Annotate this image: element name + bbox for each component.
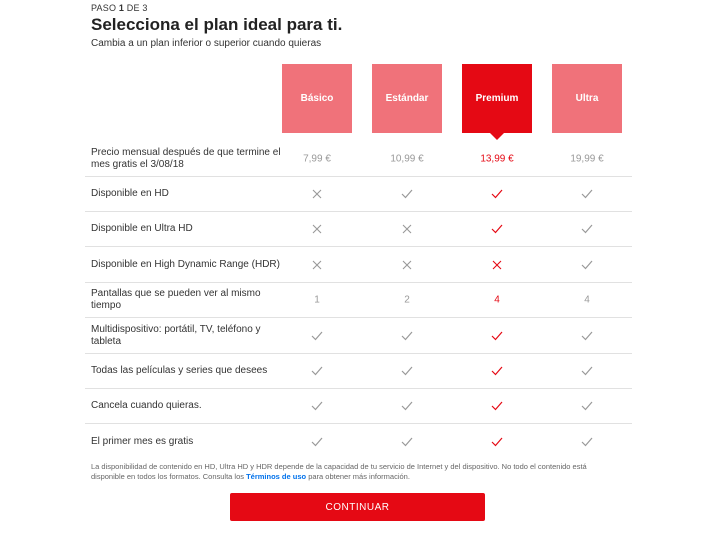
cross-icon bbox=[287, 260, 347, 270]
plan-tab-premium[interactable] bbox=[462, 64, 532, 133]
feature-label: Disponible en HD bbox=[91, 188, 169, 199]
check-icon bbox=[467, 189, 527, 199]
table-row bbox=[85, 212, 632, 247]
table-row bbox=[85, 389, 632, 424]
check-icon bbox=[467, 437, 527, 447]
check-icon bbox=[467, 366, 527, 376]
disclaimer-text: La disponibilidad de contenido en HD, Ultra HD y HDR depende de la capacidad de tu servicio de Internet y del dispositivo. No todo el contenido está disponible en todos los formatos. Consulta los bbox=[91, 462, 587, 481]
feature-label: Cancela cuando quieras. bbox=[91, 400, 202, 411]
feature-value: 1 bbox=[314, 294, 320, 306]
feature-value: 10,99 € bbox=[390, 153, 424, 164]
page-title: Selecciona el plan ideal para ti. bbox=[91, 15, 343, 34]
plan-tab-ultra[interactable] bbox=[552, 64, 622, 133]
table-row bbox=[85, 247, 632, 283]
step-suffix: DE 3 bbox=[124, 3, 148, 13]
check-icon bbox=[287, 437, 347, 447]
check-icon bbox=[467, 331, 527, 341]
check-icon bbox=[287, 331, 347, 341]
feature-label: Multidispositivo: portátil, TV, teléfono y tableta bbox=[91, 323, 261, 347]
check-icon bbox=[557, 331, 617, 341]
table-row bbox=[85, 318, 632, 354]
table-row bbox=[85, 354, 632, 389]
feature-label: Todas las películas y series que desees bbox=[91, 365, 268, 376]
plan-comparison-table bbox=[85, 141, 632, 459]
feature-value: 4 bbox=[584, 294, 590, 306]
check-icon bbox=[557, 437, 617, 447]
feature-value: 13,99 € bbox=[480, 153, 514, 164]
feature-label: Pantallas que se pueden ver al mismo tiempo bbox=[91, 288, 261, 311]
feature-label: Disponible en High Dynamic Range (HDR) bbox=[91, 258, 280, 270]
table-row bbox=[85, 283, 632, 318]
step-prefix: PASO bbox=[91, 3, 119, 13]
check-icon bbox=[467, 401, 527, 411]
check-icon bbox=[557, 224, 617, 234]
table-row bbox=[85, 141, 632, 177]
plan-name: Ultra bbox=[575, 93, 599, 104]
plan-name: Estándar bbox=[385, 93, 429, 104]
table-row bbox=[85, 177, 632, 212]
page-subtitle: Cambia a un plan inferior o superior cuando quieras bbox=[91, 38, 322, 49]
cross-icon bbox=[467, 260, 527, 270]
feature-value: 2 bbox=[404, 294, 410, 306]
feature-label: El primer mes es gratis bbox=[91, 435, 194, 447]
feature-label: Disponible en Ultra HD bbox=[91, 223, 193, 234]
step-indicator bbox=[91, 3, 148, 13]
cross-icon bbox=[287, 224, 347, 234]
check-icon bbox=[557, 189, 617, 199]
table-row bbox=[85, 424, 632, 459]
check-icon bbox=[377, 437, 437, 447]
step-current: 1 bbox=[118, 3, 125, 13]
plan-selector bbox=[0, 64, 720, 144]
check-icon bbox=[557, 366, 617, 376]
plan-name: Básico bbox=[300, 93, 334, 104]
feature-value: 19,99 € bbox=[570, 153, 604, 164]
check-icon bbox=[377, 189, 437, 199]
terms-of-use-link[interactable]: Términos de uso bbox=[246, 472, 307, 481]
plan-name: Premium bbox=[475, 93, 519, 104]
cross-icon bbox=[377, 260, 437, 270]
plan-tab-basico[interactable] bbox=[282, 64, 352, 133]
feature-value: 7,99 € bbox=[303, 153, 331, 164]
check-icon bbox=[467, 224, 527, 234]
check-icon bbox=[287, 366, 347, 376]
check-icon bbox=[377, 331, 437, 341]
check-icon bbox=[377, 366, 437, 376]
feature-value: 4 bbox=[494, 294, 500, 306]
feature-label: Precio mensual después de que termine el mes gratis el 3/08/18 bbox=[91, 146, 281, 170]
check-icon bbox=[557, 260, 617, 270]
check-icon bbox=[287, 401, 347, 411]
cross-icon bbox=[377, 224, 437, 234]
plan-tab-estandar[interactable] bbox=[372, 64, 442, 133]
continue-button[interactable]: CONTINUAR bbox=[230, 493, 485, 521]
check-icon bbox=[557, 401, 617, 411]
disclaimer-text-end: para obtener más información. bbox=[306, 472, 410, 481]
check-icon bbox=[377, 401, 437, 411]
availability-disclaimer bbox=[91, 462, 591, 482]
cross-icon bbox=[287, 189, 347, 199]
